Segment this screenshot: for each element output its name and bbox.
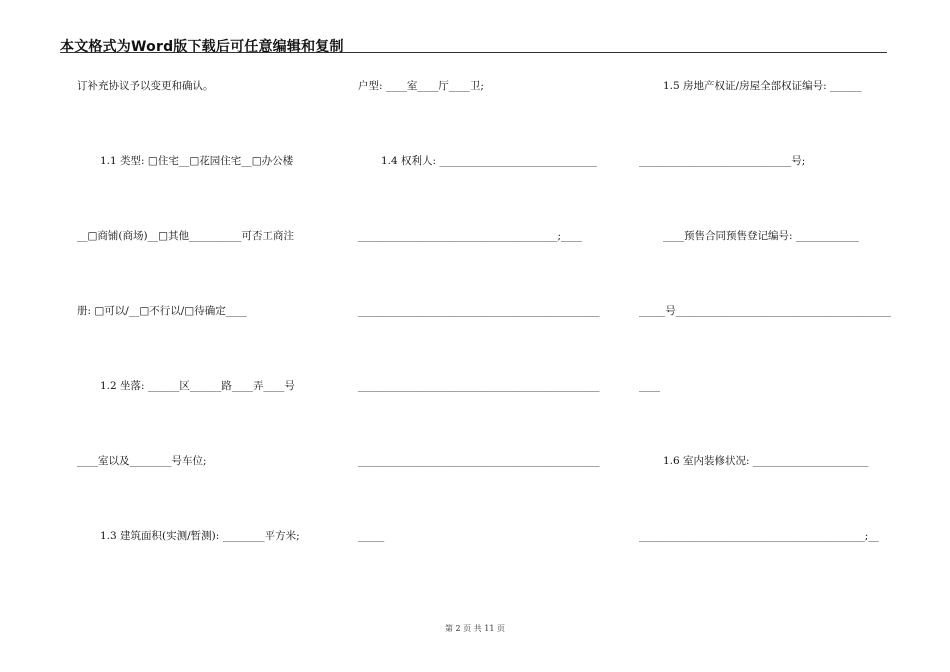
right-line-1: 1.5 房地产权证/房屋全部权证编号: ______	[663, 80, 862, 92]
right-line-3: ____预售合同预售登记编号: ____________	[663, 230, 859, 242]
left-line-6: ____室以及________号车位;	[77, 455, 207, 467]
left-line-1: 订补充协议予以变更和确认。	[77, 80, 214, 92]
page-number-footer: 第 2 页 共 11 页	[445, 624, 505, 633]
left-line-2: 1.1 类型: □住宅__□花园住宅__□办公楼	[100, 155, 294, 167]
page-header-title: 本文格式为Word版下载后可任意编辑和复制	[60, 39, 344, 55]
right-line-6: 1.6 室内装修状况: ______________________	[663, 455, 869, 467]
right-line-2: _____________________________号;	[639, 155, 806, 167]
right-line-7: ___________________________________________;__	[639, 530, 879, 542]
right-line-5: ____	[639, 380, 660, 392]
left-line-4: 册: □可以/__□不行以/□待确定____	[77, 305, 247, 317]
right-line-4: _____号_________________________________________	[639, 305, 891, 317]
middle-line-6: ______________________________________________	[358, 455, 600, 467]
left-line-7: 1.3 建筑面积(实测/暂测): ________平方米;	[100, 530, 300, 542]
middle-line-7: _____	[358, 530, 385, 542]
left-line-5: 1.2 坐落: ______区______路____弄____号	[100, 380, 295, 392]
middle-line-1: 户型: ____室____厅____卫;	[358, 80, 484, 92]
middle-line-4: ______________________________________________	[358, 305, 600, 317]
middle-line-3: ______________________________________;____	[358, 230, 583, 242]
header-divider	[60, 52, 887, 53]
middle-line-5: ______________________________________________	[358, 380, 600, 392]
middle-line-2: 1.4 权利人: ______________________________	[381, 155, 597, 167]
left-line-3: __□商铺(商场)__□其他__________可否工商注	[77, 230, 295, 242]
